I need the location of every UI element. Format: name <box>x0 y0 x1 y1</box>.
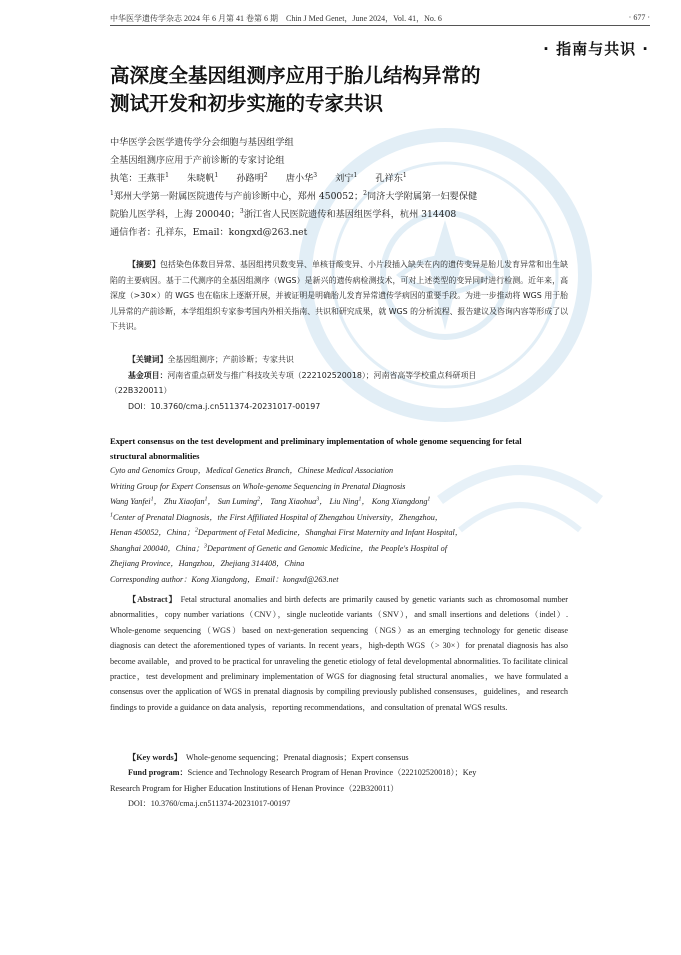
chinese-abstract <box>110 257 568 335</box>
chinese-title-line: 测试开发和初步实施的专家共识 <box>110 92 384 115</box>
english-author-block <box>110 463 570 587</box>
english-group-line: Cyto and Genomics Group，Medical Genetics Branch，Chinese Medical Association <box>110 466 394 475</box>
chinese-affiliation-line: 院胎儿医学科，上海 200040；$^3$浙江省人民医院遗传和基因组医学科，杭州 314408 <box>110 207 457 220</box>
english-fund-cont: Research Program for Higher Education Institutions of Henan Province（22B320011） <box>110 783 399 793</box>
abstract-text: Fetal structural anomalies and birth defects are primarily caused by genetic variants such as chromosomal number abnormalities，copy number variations（CNV），single nucleotide variants（SNV），and small insertions and deletions（indel）. Whole-genome sequencing（WGS）based on next-generation sequencing（NGS）as an emerging technology for genetic disease diagnosis can detect the aforementioned types of variants. In recent years，high-depth WGS（> 30×）for prenatal diagnosis has also become available，and proved to be practical for unraveling the genetic etiology of fetal developmental abnormalities. To facilitate clinical practice，test development and preliminary implementation of WGS for diagnosing fetal structural anomalies，we have formulated a consensus over the application of WGS in prenatal diagnosis by compiling previously published consensuses，guidelines，and research findings to provide a guidance on data analysis，reporting recommendations，and consultation of prenatal WGS results. <box>110 595 569 712</box>
author: 朱晓帆$^1$ <box>186 171 219 184</box>
english-affiliation-line: Zhejiang Province，Hangzhou，Zhejiang 314408，China <box>110 559 305 568</box>
chinese-doi: DOI：10.3760/cma.j.cn511374-20231017-00197 <box>128 401 321 411</box>
page-number: · 677 · <box>628 13 650 22</box>
abstract-label: 【Abstract】 <box>128 595 178 604</box>
authors-label: 执笔： <box>110 173 138 184</box>
english-group-line: Writing Group for Expert Consensus on Whole-genome Sequencing in Prenatal Diagnosis <box>110 481 406 491</box>
chinese-correspondence: 通信作者：孔祥东，Email：kongxd@263.net <box>110 227 308 238</box>
chinese-keywords: 【关键词】全基因组测序；产前诊断；专家共识 <box>128 355 294 364</box>
chinese-meta <box>110 352 568 414</box>
running-header <box>110 11 650 26</box>
english-correspondence: Corresponding author：Kong Xiangdong，Email：kongxd@263.net <box>110 574 339 584</box>
english-affiliation-line: Henan 450052，China；$^2$Department of Fetal Medicine，Shanghai First Maternity and Infant Hospital， <box>110 527 463 537</box>
english-keywords: 【Key words】 Whole-genome sequencing；Prenatal diagnosis；Expert consensus <box>128 753 409 762</box>
english-doi: DOI：10.3760/cma.j.cn511374-20231017-00197 <box>128 799 291 809</box>
english-abstract <box>110 592 568 715</box>
abstract-text: 包括染色体数目异常、基因组拷贝数变异、单核苷酸变异、小片段插入缺失在内的遗传变异是胎儿发育异常和出生缺陷的主要病因。基于二代测序的全基因组测序（WGS）是新兴的遗传病检测技术，可对上述类型的变异同时进行检测。近年来，高深度（>30×）的 WGS 也在临床上逐渐开展，并被证明是明确胎儿发育异常遗传学病因的重要手段。为进一步推动将 WGS 用于胎儿异常的产前诊断，本学组组织专家参考国内外相关指南、共识和研究成果，就 WGS 的分析流程、报告建议及咨询内容等形成了以下共识。 <box>110 260 568 332</box>
chinese-title <box>110 62 580 118</box>
chinese-group-line: 全基因组测序应用于产前诊断的专家讨论组 <box>110 155 285 166</box>
author: 孔祥东$^1$ <box>375 171 407 184</box>
abstract-label: 【摘要】 <box>128 260 161 269</box>
english-author-list: Wang Yanfei$^1$， Zhu Xiaofan$^1$， Sun Luming$^2$， Tang Xiaohua$^3$， Liu Ning$^1$， Kong Xiangdong$^1$ <box>110 496 431 506</box>
english-affiliation-line: $^1$Center of Prenatal Diagnosis，the First Affiliated Hospital of Zhengzhou University，Zhengzhou， <box>110 511 443 522</box>
english-title: Expert consensus on the test development and preliminary implementation of whole genome sequencing for fetal structural abnormalities <box>110 436 522 461</box>
english-meta <box>110 750 568 812</box>
author: 王燕菲$^1$ <box>137 171 169 184</box>
author: 唐小华$^3$ <box>285 171 318 184</box>
english-affiliation-line: Shanghai 200040，China；$^3$Department of Genetic and Genomic Medicine，the People's Hospital of <box>110 542 447 553</box>
chinese-title-line: 高深度全基因组测序应用于胎儿结构异常的 <box>110 64 481 87</box>
chinese-fund: 基金项目：河南省重点研发与推广科技攻关专项（222102520018）；河南省高等学校重点科研项目 <box>128 370 477 380</box>
author: 孙路明$^2$ <box>236 171 268 184</box>
column-tag: · 指南与共识 · <box>543 40 649 58</box>
english-fund: Fund program：Science and Technology Research Program of Henan Province（222102520018）；Key <box>128 768 477 778</box>
chinese-affiliation-line: $^1$郑州大学第一附属医院遗传与产前诊断中心，郑州 450052；$^2$同济大学附属第一妇婴保健 <box>110 189 478 202</box>
chinese-author-block <box>110 134 570 242</box>
chinese-author-list <box>110 170 570 188</box>
author: 刘宁$^1$ <box>335 171 358 184</box>
chinese-group-line: 中华医学会医学遗传学分会细胞与基因组学组 <box>110 137 294 148</box>
journal-citation: 中华医学遗传学杂志 2024 年 6 月第 41 卷第 6 期 Chin J Med Genet，June 2024，Vol. 41，No. 6 <box>110 14 442 23</box>
chinese-fund-cont: （22B320011） <box>110 386 172 396</box>
